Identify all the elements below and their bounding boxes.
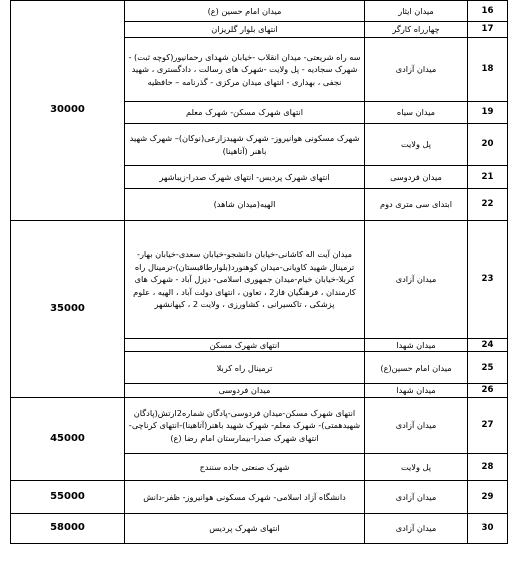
start-point: میدان آزادی	[365, 221, 468, 339]
start-point: میدان آزادی	[365, 397, 468, 453]
start-point: میدان آزادی	[365, 513, 468, 543]
route-fare-table	[10, 0, 508, 544]
start-point: میدان شهدا	[365, 339, 468, 352]
row-number: 21	[468, 166, 508, 189]
start-point: چهارراه کارگر	[365, 22, 468, 38]
route-description: میدان آیت اله کاشانی-خیابان دانشجو-خیابان سعدی-خیابان بهار-ترمینال شهید کاویانی-میدان کوهنورد(بلوارطاقبستان)-ترمینال راه کربلا-خیابان خیام-میدان جمهوری اسلامی- دیزل آباد - شهرک های کارمندان ، فرهنگیان فاز2 ، تعاون ، انتهای دولت آباد ، الهیه ، علوم پزشکی ، تاکسیرانی ، کشاورزی ، ولایت 2 ، کیهانشهر	[125, 221, 365, 339]
route-description: شهرک مسکونی هوانیروز- شهرک شهیدزارعی(نوکان)– شهرک شهید باهنر (آتاهینا)	[125, 124, 365, 166]
row-number: 18	[468, 38, 508, 102]
fare-cell: 55000	[11, 480, 125, 513]
fare-cell: 30000	[11, 1, 125, 221]
row-number: 23	[468, 221, 508, 339]
start-point: پل ولایت	[365, 453, 468, 480]
row-number: 27	[468, 397, 508, 453]
route-description: میدان امام حسین (ع)	[125, 1, 365, 22]
route-description: سه راه شریعتی- میدان انقلاب -خیابان شهدای رحمانیور(کوچه ثبت) - شهرک سجادیه - پل ولایت -شهرک های رسالت ، دادگستری ، شهید نجفی ، بهداری - انتهای میدان مرکزی - گذرنامه – حافظیه	[125, 38, 365, 102]
route-description: انتهای شهرک مسکن	[125, 339, 365, 352]
row-number: 29	[468, 480, 508, 513]
table-row	[11, 397, 508, 453]
route-description: دانشگاه آزاد اسلامی- شهرک مسکونی هوانیروز- ظفر-دانش	[125, 480, 365, 513]
row-number: 19	[468, 102, 508, 124]
table-row	[11, 1, 508, 22]
row-number: 16	[468, 1, 508, 22]
start-point: میدان آزادی	[365, 480, 468, 513]
start-point: ابتدای سی متری دوم	[365, 189, 468, 221]
start-point: پل ولایت	[365, 124, 468, 166]
start-point: میدان فردوسی	[365, 166, 468, 189]
route-description: انتهای شهرک پردیس	[125, 513, 365, 543]
table-row	[11, 480, 508, 513]
start-point: میدان سیاه	[365, 102, 468, 124]
route-description: ترمینال راه کربلا	[125, 352, 365, 384]
row-number: 22	[468, 189, 508, 221]
route-description: شهرک صنعتی جاده سنندج	[125, 453, 365, 480]
fare-cell: 35000	[11, 221, 125, 398]
start-point: میدان شهدا	[365, 384, 468, 397]
route-description: انتهای بلوار گلریزان	[125, 22, 365, 38]
route-description: الهیه(میدان شاهد)	[125, 189, 365, 221]
start-point: میدان ایثار	[365, 1, 468, 22]
start-point: میدان امام حسین(ع)	[365, 352, 468, 384]
route-description: انتهای شهرک پردیس- انتهای شهرک صدرا-زیباشهر	[125, 166, 365, 189]
row-number: 28	[468, 453, 508, 480]
fare-cell: 58000	[11, 513, 125, 543]
table-row	[11, 513, 508, 543]
route-description: انتهای شهرک مسکن-میدان فردوسی-پادگان شماره2ارتش(پادگان شهیدهمتی)- شهرک معلم- شهرک شهید باهنر(آتاهینا)-انتهای کرناچی-انتهای شهرک صدرا-بیمارستان امام رضا (ع)	[125, 397, 365, 453]
route-description: انتهای شهرک مسکن- شهرک معلم	[125, 102, 365, 124]
row-number: 30	[468, 513, 508, 543]
table-row	[11, 221, 508, 339]
row-number: 17	[468, 22, 508, 38]
row-number: 25	[468, 352, 508, 384]
row-number: 20	[468, 124, 508, 166]
row-number: 24	[468, 339, 508, 352]
fare-cell: 45000	[11, 397, 125, 480]
row-number: 26	[468, 384, 508, 397]
route-description: میدان فردوسی	[125, 384, 365, 397]
start-point: میدان آزادی	[365, 38, 468, 102]
